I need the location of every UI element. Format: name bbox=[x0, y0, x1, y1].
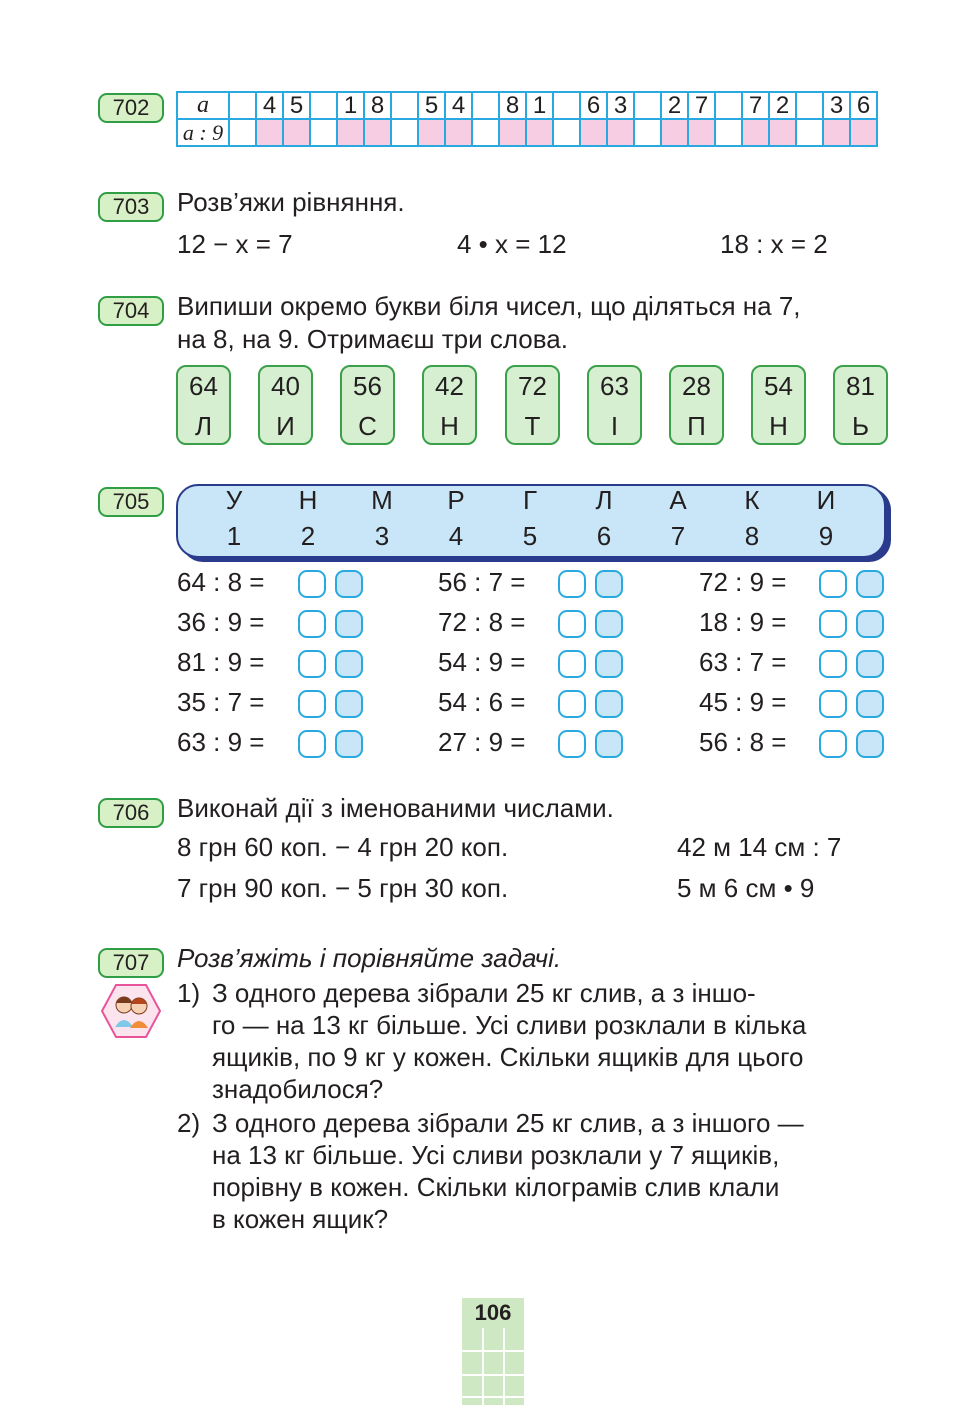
answer-box[interactable] bbox=[595, 570, 623, 598]
table-cell: 5 bbox=[283, 92, 310, 119]
table-cell bbox=[715, 92, 742, 119]
row-label-a: a bbox=[177, 92, 229, 119]
equation-1: 12 − x = 7 bbox=[177, 229, 293, 259]
table-702 bbox=[176, 91, 878, 147]
division-expression: 18 : 9 = bbox=[699, 607, 787, 637]
division-expression: 35 : 7 = bbox=[177, 687, 265, 717]
equation-2: 4 • x = 12 bbox=[457, 229, 567, 259]
table-cell bbox=[553, 92, 580, 119]
problem-2-line: порівну в кожен. Скільки кілограмів слив клали bbox=[212, 1172, 780, 1202]
answer-cell[interactable] bbox=[229, 119, 256, 146]
key-digit: 9 bbox=[818, 521, 834, 551]
division-expression: 27 : 9 = bbox=[438, 727, 526, 757]
problem-1-line: знадобилося? bbox=[212, 1074, 384, 1104]
answer-cell[interactable] bbox=[661, 119, 688, 146]
card-letter: И bbox=[276, 411, 295, 441]
problem-2-line: на 13 кг більше. Усі сливи розклали у 7 ящиків, bbox=[212, 1140, 780, 1170]
answer-box[interactable] bbox=[856, 730, 884, 758]
answer-box[interactable] bbox=[558, 730, 586, 758]
card-number: 63 bbox=[600, 371, 629, 401]
number-card bbox=[669, 365, 724, 445]
expression-right-1: 42 м 14 см : 7 bbox=[677, 832, 842, 862]
division-expression: 72 : 9 = bbox=[699, 567, 787, 597]
expression-right-2: 5 м 6 см • 9 bbox=[677, 873, 815, 903]
key-letter: Н bbox=[298, 485, 318, 515]
instruction-704-line1: Випиши окремо букви біля чисел, що діляться на 7, bbox=[177, 291, 801, 321]
answer-cell[interactable] bbox=[634, 119, 661, 146]
card-number: 40 bbox=[271, 371, 300, 401]
key-letter: А bbox=[669, 485, 687, 515]
exercise-number-702: 702 bbox=[98, 93, 164, 123]
key-letter: М bbox=[371, 485, 393, 515]
answer-cell[interactable] bbox=[445, 119, 472, 146]
table-cell: 6 bbox=[580, 92, 607, 119]
problem-1-line: го — на 13 кг більше. Усі сливи розклали в кілька bbox=[212, 1010, 807, 1040]
table-cell: 1 bbox=[337, 92, 364, 119]
exercise-number-705: 705 bbox=[98, 487, 164, 517]
division-expression: 72 : 8 = bbox=[438, 607, 526, 637]
division-expression: 56 : 8 = bbox=[699, 727, 787, 757]
answer-box[interactable] bbox=[856, 610, 884, 638]
answer-cell[interactable] bbox=[553, 119, 580, 146]
table-cell bbox=[229, 92, 256, 119]
key-digit: 6 bbox=[596, 521, 612, 551]
answer-box[interactable] bbox=[595, 610, 623, 638]
answer-box[interactable] bbox=[819, 690, 847, 718]
key-letter: И bbox=[816, 485, 836, 515]
table-cell: 8 bbox=[364, 92, 391, 119]
answer-cell[interactable] bbox=[256, 119, 283, 146]
answer-cell[interactable] bbox=[337, 119, 364, 146]
row-label-a-div-9: a : 9 bbox=[177, 119, 229, 146]
division-expression: 63 : 7 = bbox=[699, 647, 787, 677]
card-number: 64 bbox=[189, 371, 218, 401]
table-cell: 7 bbox=[688, 92, 715, 119]
card-letter: Н bbox=[440, 411, 459, 441]
answer-box[interactable] bbox=[856, 650, 884, 678]
table-cell: 7 bbox=[742, 92, 769, 119]
answer-box[interactable] bbox=[298, 570, 326, 598]
answer-cell[interactable] bbox=[526, 119, 553, 146]
table-cell: 4 bbox=[445, 92, 472, 119]
table-cell: 5 bbox=[418, 92, 445, 119]
number-card bbox=[340, 365, 395, 445]
problem-1-line: ящиків, по 9 кг у кожен. Скільки ящиків для цього bbox=[212, 1042, 804, 1072]
answer-cell[interactable] bbox=[742, 119, 769, 146]
answer-box[interactable] bbox=[335, 610, 363, 638]
key-digit: 3 bbox=[374, 521, 390, 551]
answer-cell[interactable] bbox=[391, 119, 418, 146]
answer-cell[interactable] bbox=[418, 119, 445, 146]
key-letter: Л bbox=[595, 485, 613, 515]
card-letter: Л bbox=[194, 411, 213, 441]
number-card bbox=[422, 365, 477, 445]
instruction-706: Виконай дії з іменованими числами. bbox=[177, 793, 614, 823]
table-cell: 6 bbox=[850, 92, 877, 119]
number-card bbox=[258, 365, 313, 445]
key-letter: У bbox=[225, 485, 243, 515]
card-letter: П bbox=[687, 411, 706, 441]
answer-cell[interactable] bbox=[499, 119, 526, 146]
answer-box[interactable] bbox=[819, 650, 847, 678]
key-digit: 7 bbox=[670, 521, 686, 551]
card-number: 81 bbox=[846, 371, 875, 401]
division-expression: 54 : 9 = bbox=[438, 647, 526, 677]
key-letter: Р bbox=[447, 485, 465, 515]
answer-cell[interactable] bbox=[688, 119, 715, 146]
table-cell: 8 bbox=[499, 92, 526, 119]
problem-1-line: З одного дерева зібрали 25 кг слив, а з іншо- bbox=[212, 978, 756, 1008]
answer-box[interactable] bbox=[595, 690, 623, 718]
number-card bbox=[505, 365, 560, 445]
answer-cell[interactable] bbox=[283, 119, 310, 146]
number-card bbox=[587, 365, 642, 445]
answer-cell[interactable] bbox=[769, 119, 796, 146]
answer-cell[interactable] bbox=[715, 119, 742, 146]
expression-left-2: 7 грн 90 коп. − 5 грн 30 коп. bbox=[177, 873, 509, 903]
exercise-number-707: 707 bbox=[98, 948, 164, 978]
answer-box[interactable] bbox=[298, 690, 326, 718]
problem-2-line: в кожен ящик? bbox=[212, 1204, 389, 1234]
instruction-703: Розв’яжи рівняння. bbox=[177, 187, 405, 217]
card-letter: І bbox=[610, 411, 619, 441]
answer-box[interactable] bbox=[558, 690, 586, 718]
table-row bbox=[177, 119, 877, 146]
answer-cell[interactable] bbox=[310, 119, 337, 146]
key-digit: 8 bbox=[744, 521, 760, 551]
key-letter: К bbox=[744, 485, 760, 515]
problem-2-line: З одного дерева зібрали 25 кг слив, а з іншого — bbox=[212, 1108, 804, 1138]
table-cell bbox=[796, 92, 823, 119]
card-number: 54 bbox=[764, 371, 793, 401]
answer-cell[interactable] bbox=[823, 119, 850, 146]
page-number-block bbox=[462, 1298, 524, 1405]
card-letter: Т bbox=[524, 411, 541, 441]
pair-work-icon bbox=[101, 983, 161, 1039]
answer-cell[interactable] bbox=[850, 119, 877, 146]
card-number: 72 bbox=[518, 371, 547, 401]
division-expression: 36 : 9 = bbox=[177, 607, 265, 637]
answer-box[interactable] bbox=[595, 730, 623, 758]
answer-box[interactable] bbox=[558, 650, 586, 678]
answer-box[interactable] bbox=[298, 730, 326, 758]
answer-box[interactable] bbox=[558, 610, 586, 638]
table-cell bbox=[310, 92, 337, 119]
card-number: 28 bbox=[682, 371, 711, 401]
expression-left-1: 8 грн 60 коп. − 4 грн 20 коп. bbox=[177, 832, 509, 862]
division-expression: 45 : 9 = bbox=[699, 687, 787, 717]
answer-box[interactable] bbox=[595, 650, 623, 678]
division-expression: 64 : 8 = bbox=[177, 567, 265, 597]
table-cell bbox=[391, 92, 418, 119]
page-number: 106 bbox=[462, 1298, 524, 1328]
instruction-707: Розв’яжіть і порівняйте задачі. bbox=[177, 943, 562, 973]
answer-box[interactable] bbox=[856, 690, 884, 718]
answer-cell[interactable] bbox=[364, 119, 391, 146]
answer-box[interactable] bbox=[856, 570, 884, 598]
exercise-number-704: 704 bbox=[98, 296, 164, 326]
card-letter: Н bbox=[769, 411, 788, 441]
table-cell: 2 bbox=[661, 92, 688, 119]
number-card bbox=[833, 365, 888, 445]
division-expression: 54 : 6 = bbox=[438, 687, 526, 717]
division-expression: 81 : 9 = bbox=[177, 647, 265, 677]
card-letter: Ь bbox=[851, 411, 870, 441]
answer-box[interactable] bbox=[335, 690, 363, 718]
answer-cell[interactable] bbox=[580, 119, 607, 146]
exercise-number-706: 706 bbox=[98, 798, 164, 828]
table-cell: 2 bbox=[769, 92, 796, 119]
answer-box[interactable] bbox=[558, 570, 586, 598]
table-cell: 4 bbox=[256, 92, 283, 119]
instruction-704-line2: на 8, на 9. Отримаєш три слова. bbox=[177, 324, 568, 354]
card-number: 56 bbox=[353, 371, 382, 401]
number-card bbox=[751, 365, 806, 445]
answer-cell[interactable] bbox=[796, 119, 823, 146]
equation-3: 18 : x = 2 bbox=[720, 229, 828, 259]
problem-1-marker: 1) bbox=[177, 978, 201, 1008]
answer-box[interactable] bbox=[335, 730, 363, 758]
answer-box[interactable] bbox=[819, 570, 847, 598]
division-expression: 63 : 9 = bbox=[177, 727, 265, 757]
answer-box[interactable] bbox=[335, 650, 363, 678]
table-cell: 1 bbox=[526, 92, 553, 119]
exercise-number-703: 703 bbox=[98, 192, 164, 222]
answer-cell[interactable] bbox=[472, 119, 499, 146]
key-digit: 5 bbox=[522, 521, 538, 551]
table-cell bbox=[634, 92, 661, 119]
table-row bbox=[177, 92, 877, 119]
key-letter: Г bbox=[522, 485, 538, 515]
key-digit: 1 bbox=[226, 521, 242, 551]
answer-box[interactable] bbox=[819, 610, 847, 638]
key-digit: 2 bbox=[300, 521, 316, 551]
answer-box[interactable] bbox=[298, 650, 326, 678]
key-digit: 4 bbox=[448, 521, 464, 551]
table-cell bbox=[472, 92, 499, 119]
answer-box[interactable] bbox=[298, 610, 326, 638]
division-expression: 56 : 7 = bbox=[438, 567, 526, 597]
answer-box[interactable] bbox=[335, 570, 363, 598]
card-number: 42 bbox=[435, 371, 464, 401]
answer-box[interactable] bbox=[819, 730, 847, 758]
table-cell: 3 bbox=[607, 92, 634, 119]
table-cell: 3 bbox=[823, 92, 850, 119]
card-letter: С bbox=[358, 411, 377, 441]
problem-2-marker: 2) bbox=[177, 1108, 201, 1138]
number-card bbox=[176, 365, 231, 445]
answer-cell[interactable] bbox=[607, 119, 634, 146]
